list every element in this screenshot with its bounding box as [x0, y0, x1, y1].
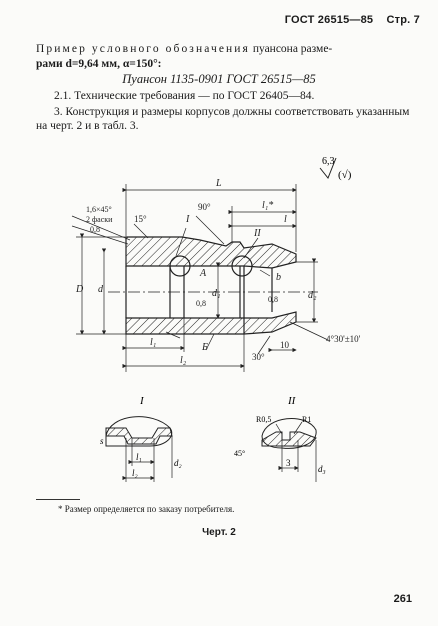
detail-II — [234, 395, 326, 482]
detail-II-3: 3 — [286, 458, 291, 468]
dim-l1-star: l₁* — [262, 200, 274, 211]
section-I-marker: I — [186, 214, 190, 225]
surface-08-bottom: 0,8 — [268, 295, 278, 304]
dim-l2: l₂ — [180, 355, 187, 366]
roughness-note: (√) — [338, 169, 352, 181]
chamfer-label: 1,6×45° — [86, 205, 112, 214]
example-rest-text: пуансона разме- — [249, 43, 333, 55]
standard-number: ГОСТ 26515—85 — [284, 14, 374, 26]
label-D: D — [76, 284, 84, 295]
designation-example: Пуансон 1135-0901 ГОСТ 26515—85 — [122, 72, 316, 86]
detail-I-l2: l₂ — [132, 468, 138, 478]
label-d1: d₁ — [212, 288, 221, 299]
chamfer-note: 2 фаски — [86, 215, 113, 224]
figure-caption: Черт. 2 — [202, 527, 236, 538]
surface-08-mid: 0,8 — [196, 299, 206, 308]
label-d: d — [98, 284, 103, 295]
label-B: Б — [202, 342, 208, 353]
dim-10: 10 — [280, 340, 289, 350]
detail-I-l1: l₁ — [136, 452, 142, 462]
footnote: * Размер определяется по заказу потребителя. — [58, 504, 235, 514]
example-line2-prefix: рами — [36, 58, 66, 70]
detail-II-title: II — [288, 395, 296, 407]
detail-I-s: s — [100, 436, 104, 446]
page-label: Стр. 7 — [386, 14, 420, 26]
example-params: d=9,64 мм, α=150°: — [65, 58, 162, 70]
clause-2-1: 2.1. Технические требования — по ГОСТ 26405—84. — [54, 90, 315, 102]
punch-housing-section — [108, 237, 318, 334]
roughness-symbol — [320, 156, 352, 181]
dim-l: l — [284, 214, 287, 225]
detail-II-r1: R1 — [302, 415, 312, 424]
angle-90: 90° — [198, 202, 211, 212]
label-d2: d₂ — [308, 290, 317, 301]
angle-30: 30° — [252, 352, 265, 362]
dim-L: L — [216, 178, 222, 189]
surface-08-left: 0,8 — [90, 225, 100, 234]
detail-II-r05: R0,5 — [256, 415, 272, 424]
angle-15: 15° — [134, 214, 147, 224]
detail-I-d2: d₂ — [174, 458, 182, 468]
dim-l1: l₁ — [150, 337, 157, 348]
roughness-value: 6,3 — [322, 156, 335, 167]
detail-I-title: I — [140, 395, 144, 407]
detail-II-angle: 45° — [234, 449, 246, 458]
detail-I — [100, 395, 182, 482]
footnote-separator — [36, 499, 80, 500]
detail-II-d3: d₃ — [318, 464, 326, 474]
taper-angle: 4°30'±10' — [326, 334, 361, 344]
label-A: A — [200, 268, 207, 279]
example-spaced-text: Пример условного обозначения — [36, 43, 250, 55]
page-number: 261 — [393, 593, 412, 605]
label-b: b — [276, 272, 281, 283]
clause-3: 3. Конструкция и размеры корпусов должны соответствовать указанным на черт. 2 и в табл. 3. — [36, 106, 410, 132]
section-II-marker: II — [254, 228, 261, 239]
